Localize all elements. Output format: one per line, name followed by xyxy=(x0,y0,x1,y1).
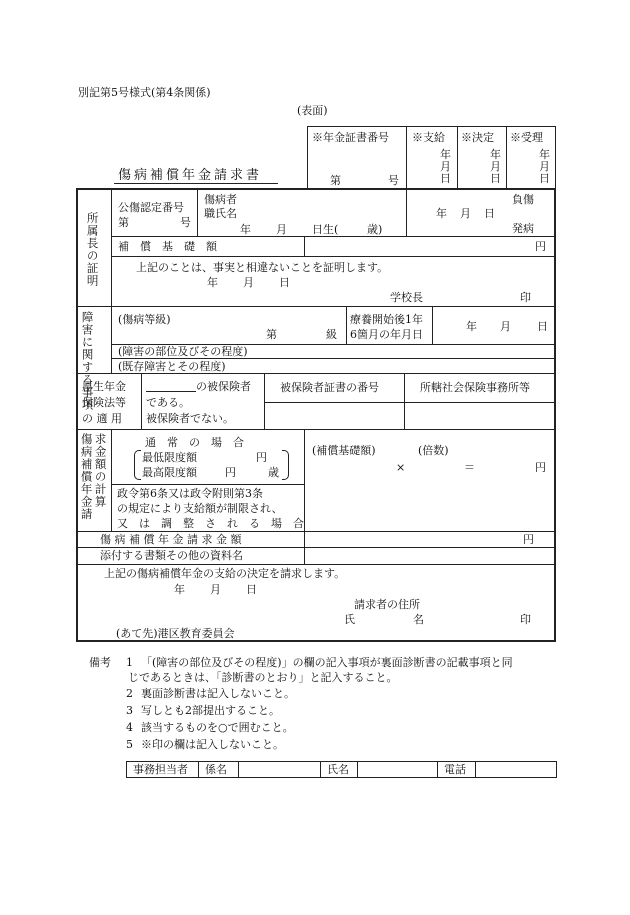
claim-amount-unit: 円 xyxy=(523,533,534,546)
calc-base-label: (補償基礎額) xyxy=(312,444,376,457)
calc-times-sign: × xyxy=(396,461,406,474)
base-amount-unit: 円 xyxy=(535,240,546,253)
certification-statement: 上記のことは、事実と相違ないことを証明します。 xyxy=(136,261,389,274)
grade-kyu: 級 xyxy=(326,328,337,341)
pension-number-go: 号 xyxy=(388,174,399,187)
pension-number-label: ※年金証書番号 xyxy=(312,131,389,144)
claim-year: 年 xyxy=(174,583,185,596)
claimant-name-label-1: 氏 xyxy=(344,613,355,626)
staff-label: 事務担当者 xyxy=(133,763,188,776)
decision-day: 日 xyxy=(490,172,501,185)
note-text-1: 「(障害の部位及びその程度)」の欄の記入事項が裏面診断書の記載事項と同 xyxy=(141,656,513,669)
injured-label: 傷病者 xyxy=(204,193,237,206)
injury-label: 負傷 xyxy=(512,193,534,206)
cert-number-dai: 第 xyxy=(118,216,129,229)
claimant-name-label-2: 名 xyxy=(413,613,424,626)
max-limit-label: 最高限度額 xyxy=(142,466,197,479)
payment-label: ※支給 xyxy=(412,131,445,144)
insured-number-label: 被保険者証書の番号 xyxy=(280,381,379,394)
insured-line2: である。 xyxy=(146,396,190,409)
form-number: 別記第5号様式(第4条関係) xyxy=(78,86,211,99)
claimant-seal: 印 xyxy=(520,613,531,626)
form-title: 傷病補償年金請求書 xyxy=(118,168,263,183)
max-limit-age: 歳 xyxy=(268,466,279,479)
base-amount-label: 補 償 基 礎 額 xyxy=(118,240,217,253)
note-text-5: ※印の欄は記入しないこと。 xyxy=(141,738,284,751)
decision-month: 月 xyxy=(490,160,501,173)
table-right-border xyxy=(554,188,556,641)
treatment-month: 月 xyxy=(500,320,511,333)
statement-year: 年 xyxy=(207,276,218,289)
birth-day: 日生( xyxy=(312,223,339,236)
receipt-month: 月 xyxy=(539,160,550,173)
injury-day: 日 xyxy=(484,207,495,220)
table-left-border xyxy=(76,188,78,641)
limited-case-line1: 政令第6条又は政令附則第3条 xyxy=(117,487,263,500)
section-name-label: 係名 xyxy=(205,763,227,776)
note-num-3: 3 xyxy=(126,704,133,717)
cert-number-label: 公傷認定番号 xyxy=(118,201,184,214)
calc-equals-sign: ＝ xyxy=(464,461,475,474)
injury-month: 月 xyxy=(460,207,471,220)
injury-year: 年 xyxy=(436,207,447,220)
principal-label: 学校長 xyxy=(390,291,423,304)
min-limit-label: 最低限度額 xyxy=(142,451,197,464)
cert-number-go: 号 xyxy=(180,216,191,229)
calc-label-right: 求金額の計算 xyxy=(93,433,108,508)
note-text-3: 写しとも2部提出すること。 xyxy=(141,704,280,717)
claim-month: 月 xyxy=(210,583,221,596)
statement-day: 日 xyxy=(279,276,290,289)
note-text-2: 裏面診断書は記入しないこと。 xyxy=(141,687,295,700)
pension-law-label-3: の 適 用 xyxy=(82,412,122,425)
decision-label: ※決定 xyxy=(461,131,494,144)
insured-blank xyxy=(146,379,196,392)
treatment-line2: 6箇月の年月日 xyxy=(350,328,423,341)
payment-month: 月 xyxy=(440,160,451,173)
bracket-right xyxy=(282,450,289,480)
receipt-label: ※受理 xyxy=(510,131,543,144)
bracket-left xyxy=(134,450,141,480)
pension-law-label-2: 保険法等 xyxy=(82,396,126,409)
not-insured: 被保険者でない。 xyxy=(146,412,234,425)
calc-label-left: 傷病補償年金請 xyxy=(79,433,94,521)
addressee: (あて先)港区教育委員会 xyxy=(116,627,235,640)
treatment-year: 年 xyxy=(466,320,477,333)
note-num-1: 1 xyxy=(126,656,133,669)
note-text-1b: じであるときは、「診断書のとおり」と記入すること。 xyxy=(128,671,398,684)
limited-case-line2: の規定により支給額が制限され、 xyxy=(117,502,283,515)
note-num-5: 5 xyxy=(126,738,133,751)
note-num-4: 4 xyxy=(126,721,133,734)
claim-day: 日 xyxy=(246,583,257,596)
section-affiliation-label: 所属長の証明 xyxy=(85,212,100,287)
disability-part-label: (障害の部位及びその程度) xyxy=(118,345,248,358)
pension-law-label-1: 厚生年金 xyxy=(82,380,126,393)
existing-disability-label: (既存障害とその程度) xyxy=(118,360,226,373)
principal-seal: 印 xyxy=(520,291,531,304)
note-text-4: 該当するものを○で囲むこと。 xyxy=(141,721,294,734)
statement-month: 月 xyxy=(243,276,254,289)
side-label: (表面) xyxy=(297,104,328,117)
birth-month: 月 xyxy=(276,223,287,236)
section-disability-label: 障害に関する事項 xyxy=(80,311,95,411)
birth-year: 年 xyxy=(240,223,251,236)
attached-docs-label: 添付する書類その他の資料名 xyxy=(100,549,243,562)
receipt-day: 日 xyxy=(539,172,550,185)
claim-statement: 上記の傷病補償年金の支給の決定を請求します。 xyxy=(104,567,346,580)
notes-heading: 備考 xyxy=(89,656,111,669)
grade-label: (傷病等級) xyxy=(118,313,171,326)
insured-suffix: の被保険者 xyxy=(196,380,251,393)
payment-day: 日 xyxy=(440,172,451,185)
claim-amount-label: 傷 病 補 償 年 金 請 求 金 額 xyxy=(100,533,242,546)
job-name-label: 職氏名 xyxy=(204,207,237,220)
social-insurance-office-label: 所轄社会保険事務所等 xyxy=(420,381,530,394)
max-limit-unit: 円 xyxy=(225,466,236,479)
treatment-day: 日 xyxy=(537,320,548,333)
payment-year: 年 xyxy=(440,148,451,161)
decision-year: 年 xyxy=(490,148,501,161)
calc-multiplier-label: (倍数) xyxy=(418,444,449,457)
birth-age: 歳) xyxy=(367,223,383,236)
normal-case-label: 通 常 の 場 合 xyxy=(145,436,244,449)
staff-name-label: 氏名 xyxy=(327,763,349,776)
table-top-border xyxy=(76,188,556,190)
note-num-2: 2 xyxy=(126,687,133,700)
onset-label: 発病 xyxy=(512,222,534,235)
calc-yen: 円 xyxy=(535,461,546,474)
claimant-address-label: 請求者の住所 xyxy=(354,598,420,611)
limited-case-line3: 又 は 調 整 さ れ る 場 合 xyxy=(117,517,304,530)
receipt-year: 年 xyxy=(539,148,550,161)
pension-number-dai: 第 xyxy=(330,174,341,187)
treatment-line1: 療養開始後1年 xyxy=(350,313,423,326)
grade-dai: 第 xyxy=(266,328,277,341)
phone-label: 電話 xyxy=(444,763,466,776)
min-limit-unit: 円 xyxy=(256,451,267,464)
